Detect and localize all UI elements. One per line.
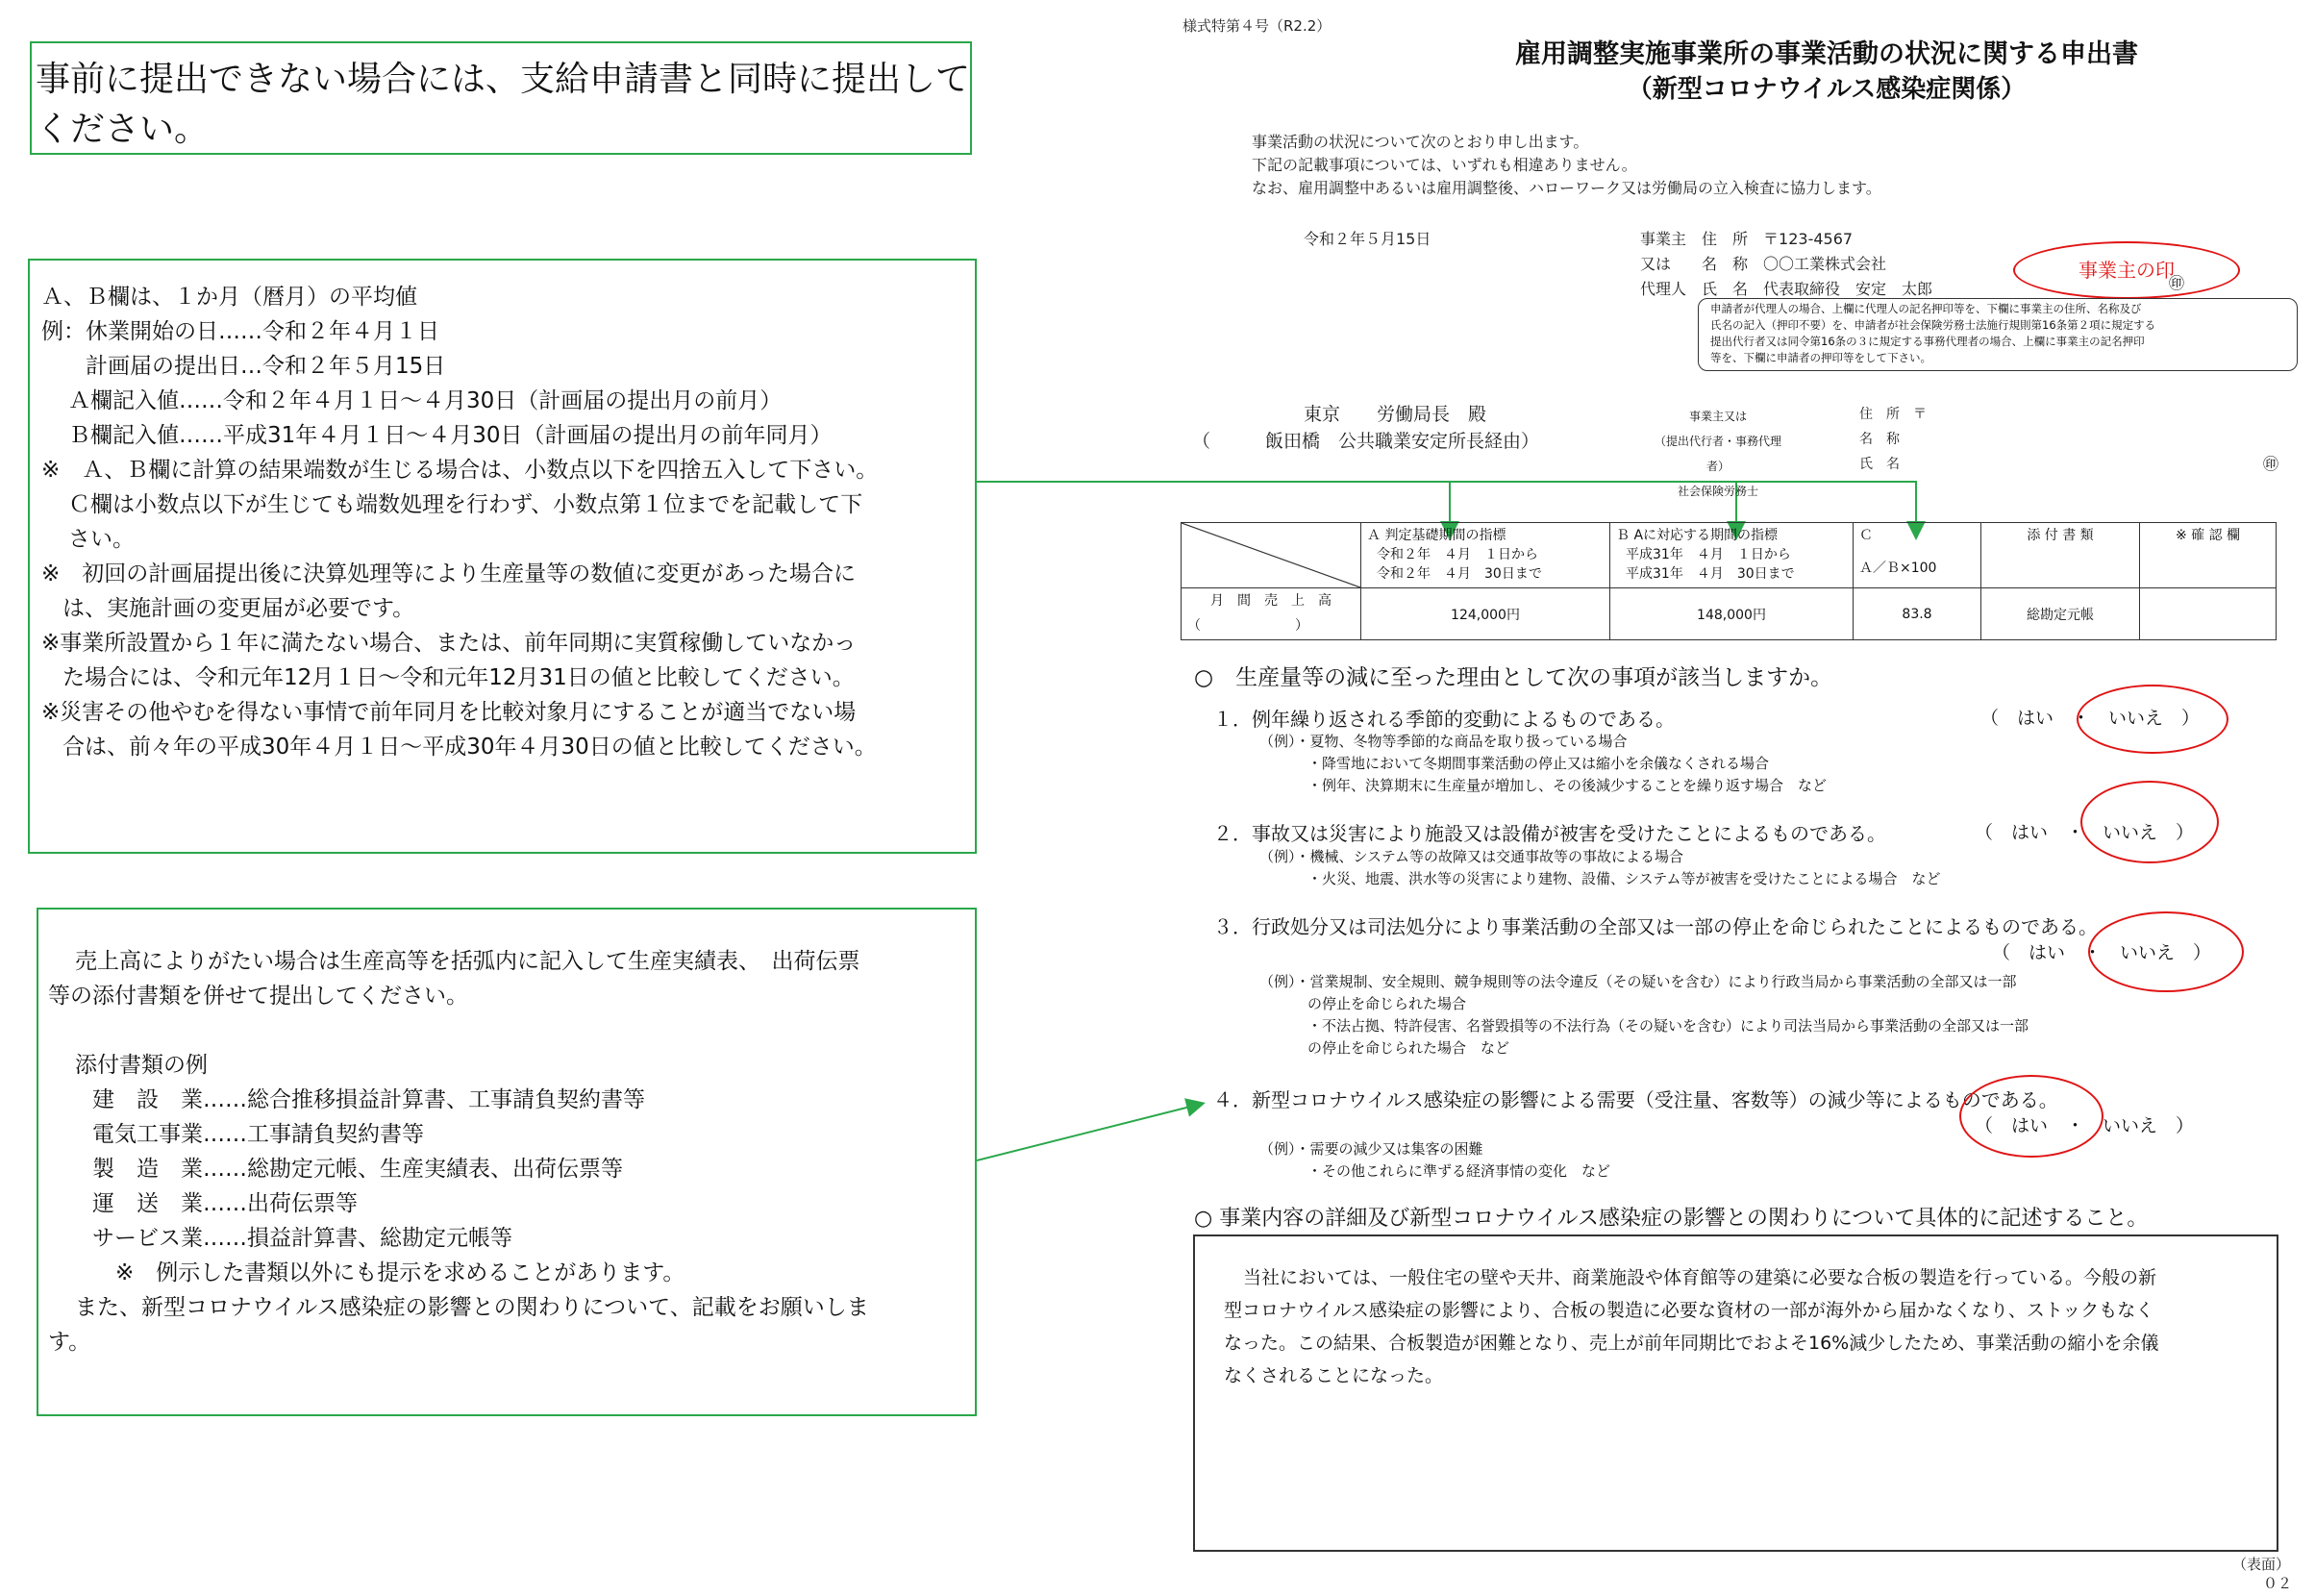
note2-line: Ａ欄記入値……令和２年４月１日～４月30日（計画届の提出月の前月）	[68, 388, 783, 413]
example-line: （例）・機械、システム等の故障又は交通事故等の事故による場合	[1259, 848, 1684, 865]
intro-line: なお、雇用調整中あるいは雇用調整後、ハローワーク又は労働局の立入検査に協力します。	[1252, 179, 1881, 197]
name-label: 又は 名 称	[1640, 255, 1749, 273]
note-ab-columns	[28, 259, 977, 854]
rep-label: 代理人 氏 名	[1640, 280, 1749, 298]
note2-line: た場合には、令和元年12月１日～令和元年12月31日の値と比較してください。	[62, 665, 855, 690]
note2-line: ※ Ａ、Ｂ欄に計算の結果端数が生じる場合は、小数点以下を四捨五入して下さい。	[41, 458, 879, 483]
representative-note	[1698, 298, 2298, 371]
col-b-title: Ｂ Aに対応する期間の指標	[1616, 528, 1779, 543]
agent-field: 氏 名	[1859, 457, 1900, 472]
description-line: なくされることになった。	[1224, 1365, 1444, 1386]
note2-line: ※災害その他やむを得ない事情で前年同月を比較対象月にすることが適当でない場	[41, 700, 857, 725]
date: 令和２年５月15日	[1304, 230, 1431, 248]
item4-answer: （ はい ・ いいえ ）	[1975, 1115, 2195, 1136]
note2-line: Ｂ欄記入値……平成31年４月１日～４月30日（計画届の提出月の前年同月）	[68, 423, 833, 448]
note2-line: 合は、前々年の平成30年４月１日～平成30年４月30日の値と比較してください。	[62, 735, 877, 760]
small-note-line: 氏名の記入（押印不要）を、申請者が社会保険労務士法施行規則第16条第２項に規定する	[1710, 318, 2156, 332]
page-side-label: （表面）	[2232, 1556, 2291, 1573]
note2-line: Ｃ欄は小数点以下が生じても端数処理を行わず、小数点第１位までを記載して下	[68, 492, 863, 517]
col-b-to: 平成31年 ４月 30日まで	[1626, 566, 1795, 582]
address-label: 事業主 住 所	[1640, 230, 1749, 248]
addressee-office: （ 飯田橋 公共職業安定所長経由）	[1192, 431, 1540, 452]
answer-circle-iie-1	[2077, 685, 2228, 754]
d-value: 総勘定元帳	[1981, 588, 2140, 640]
col-c-formula: Ａ／Ｂ×100	[1859, 561, 1937, 576]
note3-line: サービス業……損益計算書、総勘定元帳等	[92, 1226, 512, 1251]
example-line: ・不法占拠、特許侵害、名誉毀損等の不法行為（その疑いを含む）により司法当局から事業活動の全部又は一部	[1307, 1017, 2029, 1035]
seal-mark: ㊞	[2169, 274, 2185, 292]
item1-examples	[1259, 731, 1827, 797]
agent-labels	[1646, 404, 1790, 504]
answer-circle-iie-2	[2080, 781, 2219, 863]
seal-annotation: 事業主の印	[2013, 241, 2240, 299]
example-line: （例）・需要の減少又は集客の困難	[1259, 1140, 1483, 1158]
note-submit-timing	[30, 41, 972, 155]
item3-question: ３．行政処分又は司法処分により事業活動の全部又は一部の停止を命じられたことによるものである。	[1213, 915, 2098, 938]
example-line: ・その他これらに準ずる経済事情の変化 など	[1307, 1162, 1611, 1180]
note2-line: Ａ、Ｂ欄は、１か月（暦月）の平均値	[41, 285, 417, 310]
answer-circle-iie-3	[2088, 911, 2244, 992]
item1-answer: （ はい ・ いいえ ）	[1980, 708, 2201, 729]
item2-examples	[1259, 846, 1941, 890]
note2-line: 計画届の提出日…令和２年５月15日	[86, 354, 446, 379]
arrow-to-item4	[977, 1104, 1202, 1160]
a-value: 124,000円	[1361, 588, 1610, 640]
note3-line: ※ 例示した書類以外にも提示を求めることがあります。	[115, 1260, 685, 1285]
form-subtitle: （新型コロナウイルス感染症関係）	[1627, 75, 2027, 104]
col-b-header	[1610, 523, 1854, 588]
example-line: （例）・営業規制、安全規則、競争規則等の法令違反（その疑いを含む）により行政当局から事業活動の全部又は一部	[1259, 973, 2017, 990]
example-line: ・火災、地震、洪水等の災害により建物、設備、システム等が被害を受けたことによる場合 など	[1307, 870, 1941, 887]
note3-line: す。	[48, 1330, 91, 1355]
item4-examples	[1259, 1138, 1610, 1183]
row-label-paren: （ ）	[1187, 618, 1308, 634]
note3-line: 等の添付書類を併せて提出してください。	[48, 984, 468, 1009]
note3-line: 売上高によりがたい場合は生産高等を括弧内に記入して生産実績表、 出荷伝票	[75, 949, 860, 974]
intro-line: 事業活動の状況について次のとおり申し出ます。	[1252, 133, 1589, 151]
item4-question: ４．新型コロナウイルス感染症の影響による需要（受注量、客数等）の減少等によるものである。	[1213, 1088, 2058, 1111]
col-c-title: Ｃ	[1859, 528, 1873, 543]
col-c-header	[1854, 523, 1981, 588]
note2-line: は、実施計画の変更届が必要です。	[62, 596, 415, 621]
item2-question: ２．事故又は災害により施設又は設備が被害を受けたことによるものである。	[1213, 822, 1886, 845]
col-a-to: 令和２年 ４月 30日まで	[1377, 566, 1542, 582]
description-line: 型コロナウイルス感染症の影響により、合板の製造に必要な資材の一部が海外から届かなくなり、ストックもなく	[1224, 1300, 2154, 1321]
small-note-line: 等を、下欄に申請者の押印等をして下さい。	[1710, 351, 1931, 364]
agent-label: 社会保険労務士	[1677, 485, 1758, 498]
note2-line: ※事業所設置から１年に満たない場合、または、前年同期に実質稼働していなかっ	[41, 631, 857, 656]
answer-circle-hai-4	[1959, 1075, 2103, 1158]
example-line: （例）・夏物、冬物等季節的な商品を取り扱っている場合	[1259, 733, 1628, 750]
note-attachments	[37, 908, 977, 1416]
example-line: の停止を命じられた場合 など	[1307, 1039, 1510, 1057]
item3-examples	[1259, 971, 2029, 1060]
row-label	[1182, 588, 1361, 640]
note3-line: また、新型コロナウイルス感染症の影響との関わりについて、記載をお願いしま	[75, 1295, 869, 1320]
business-description-box	[1193, 1234, 2278, 1552]
note2-line: 例：休業開始の日……令和２年４月１日	[41, 319, 439, 344]
note3-line: 建 設 業……総合推移損益計算書、工事請負契約書等	[92, 1087, 645, 1112]
sales-table	[1181, 522, 2277, 640]
agent-seal-mark: ㊞	[2263, 455, 2279, 473]
b-value: 148,000円	[1610, 588, 1854, 640]
agent-fields	[1859, 402, 1927, 477]
intro-text	[1252, 131, 1881, 200]
item3-answer: （ はい ・ いいえ ）	[1992, 942, 2212, 963]
item2-answer: （ はい ・ いいえ ）	[1975, 822, 2195, 843]
col-a-title: Ａ 判定基礎期間の指標	[1367, 528, 1506, 543]
example-line: ・降雪地において冬期間事業活動の停止又は縮小を余儀なくされる場合	[1307, 755, 1770, 772]
example-line: ・例年、決算期末に生産量が増加し、その後減少することを繰り返す場合 など	[1307, 777, 1828, 794]
agent-label: 事業主又は	[1688, 410, 1747, 423]
small-note-line: 提出代行者又は同令第16条の３に規定する事務代理者の場合、上欄に事業主の記名押印	[1710, 335, 2145, 348]
item1-question: １．例年繰り返される季節的変動によるものである。	[1213, 708, 1675, 731]
agent-field: 住 所 〒	[1859, 407, 1927, 422]
row-label-text: 月 間 売 上 高	[1210, 593, 1332, 609]
addressee-bureau: 東京 労働局長 殿	[1304, 404, 1487, 425]
diagonal-header	[1182, 523, 1361, 588]
address-value: 〒123-4567	[1763, 230, 1854, 248]
section1-heading: ○ 生産量等の減に至った理由として次の事項が該当しますか。	[1194, 665, 1833, 690]
page-number: ０２	[2263, 1575, 2293, 1592]
intro-line: 下記の記載事項については、いずれも相違ありません。	[1252, 156, 1637, 174]
col-b-from: 平成31年 ４月 １日から	[1626, 547, 1791, 562]
agent-field: 名 称	[1859, 432, 1900, 447]
form-title: 雇用調整実施事業所の事業活動の状況に関する申出書	[1515, 39, 2138, 69]
form-number: 様式特第４号（R2.2）	[1182, 17, 1332, 35]
e-value	[2140, 588, 2277, 640]
note1-line: 事前に提出できない場合には、支給申請書と同時に提出して	[36, 60, 971, 99]
note2-line: ※ 初回の計画届提出後に決算処理等により生産量等の数値に変更があった場合に	[41, 561, 857, 586]
note3-heading: 添付書類の例	[75, 1053, 208, 1078]
col-a-header	[1361, 523, 1610, 588]
agent-label: （提出代行者・事務代理者）	[1654, 435, 1781, 473]
note3-line: 電気工事業……工事請負契約書等	[92, 1122, 424, 1147]
c-value: 83.8	[1854, 588, 1981, 640]
col-d-header: 添 付 書 類	[1981, 523, 2140, 588]
col-e-header: ※ 確 認 欄	[2140, 523, 2277, 588]
small-note-line: 申請者が代理人の場合、上欄に代理人の記名押印等を、下欄に事業主の住所、名称及び	[1710, 302, 2142, 315]
note3-line: 運 送 業……出荷伝票等	[92, 1191, 358, 1216]
company-name: 〇〇工業株式会社	[1763, 255, 1887, 273]
description-line: なった。この結果、合板製造が困難となり、売上が前年同期比でおよそ16%減少したため、事業活動の縮小を余儀	[1224, 1333, 2159, 1354]
example-line: の停止を命じられた場合	[1307, 995, 1467, 1012]
representative-name: 代表取締役 安定 太郎	[1763, 280, 1933, 298]
description-line: 当社においては、一般住宅の壁や天井、商業施設や体育館等の建築に必要な合板の製造を行っている。今般の新	[1243, 1267, 2157, 1288]
note3-line: 製 造 業……総勘定元帳、生産実績表、出荷伝票等	[92, 1157, 623, 1182]
col-a-from: 令和２年 ４月 １日から	[1377, 547, 1538, 562]
section2-heading: ○ 事業内容の詳細及び新型コロナウイルス感染症の影響との関わりについて具体的に記述すること。	[1194, 1207, 2149, 1231]
note1-line: ください。	[36, 110, 210, 149]
note2-line: さい。	[68, 527, 135, 552]
